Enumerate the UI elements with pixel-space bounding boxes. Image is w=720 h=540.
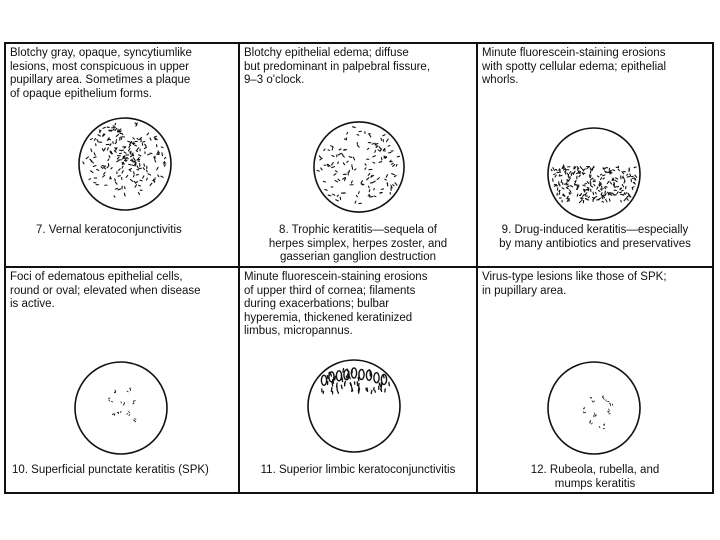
lesion-mark <box>381 138 382 140</box>
lesion-mark <box>582 195 583 196</box>
lesion-mark <box>337 383 338 387</box>
lesion-mark <box>345 149 347 150</box>
lesion-mark <box>368 186 369 187</box>
lesion-mark <box>343 369 344 373</box>
lesion-mark <box>108 164 109 166</box>
lesion-mark <box>124 193 125 196</box>
lesion-mark <box>140 180 142 181</box>
lesion-mark <box>127 414 128 415</box>
lesion-mark <box>609 411 610 412</box>
lesion-mark <box>123 404 124 405</box>
lesion-mark <box>599 426 600 427</box>
lesion-mark <box>629 195 630 197</box>
lesion-mark <box>155 160 156 162</box>
lesion-mark <box>622 190 624 191</box>
lesion-mark <box>588 189 589 191</box>
lesion-mark <box>335 376 336 379</box>
lesion-mark <box>355 201 356 203</box>
cornea-diagram <box>312 120 406 214</box>
lesion-mark <box>150 153 152 154</box>
lesion-mark <box>374 196 376 197</box>
lesion-mark <box>626 193 627 195</box>
lesion-mark <box>371 196 373 197</box>
lesion-mark <box>331 387 332 391</box>
lesion-mark <box>367 148 368 149</box>
lesion-mark <box>327 376 328 379</box>
lesion-mark <box>601 189 602 191</box>
lesion-mark <box>609 199 610 201</box>
panel-description: Blotchy epithelial edema; diffuse but predominant in palpebral fissure, 9–3 o'clock. <box>244 47 431 86</box>
lesion-mark <box>606 187 607 188</box>
lesion-mark <box>134 175 135 177</box>
lesion-mark <box>135 419 136 420</box>
panel-caption: 9. Drug-induced keratitis—especially by many antibiotics and preservatives <box>499 224 691 250</box>
lesion-mark <box>135 164 136 166</box>
cornea-outline <box>548 362 640 454</box>
panel-caption: 12. Rubeola, rubella, and mumps keratitis <box>530 464 660 490</box>
lesion-mark <box>590 422 591 423</box>
lesion-mark <box>350 377 351 379</box>
lesion-mark <box>397 156 399 157</box>
lesion-mark <box>559 193 560 195</box>
lesion-mark <box>396 165 397 167</box>
lesion-mark <box>341 385 342 388</box>
lesion-mark <box>602 201 603 202</box>
lesion-mark <box>578 168 579 170</box>
lesion-mark <box>590 175 591 178</box>
lesion-mark <box>387 183 388 186</box>
lesion-mark <box>617 186 618 187</box>
lesion-mark <box>634 167 636 168</box>
lesion-mark <box>353 127 356 128</box>
lesion-mark <box>577 194 578 196</box>
lesion-mark <box>338 162 339 164</box>
panel-description: Minute fluorescein-staining erosions with spotty cellular edema; epithelial whorls. <box>482 47 667 86</box>
lesion-mark <box>345 382 346 385</box>
panel-description: Blotchy gray, opaque, syncytiumlike lesions, most conspicuous in upper pupillary area. Sometimes a plaque of opaque epithelium forms. <box>10 47 192 100</box>
lesion-mark <box>596 192 597 193</box>
panel-superior-limbic-keratoconjunctivitis <box>240 268 476 492</box>
cornea-diagram <box>77 116 173 212</box>
panel-superficial-punctate-keratitis <box>6 268 238 492</box>
lesion-mark <box>590 171 591 173</box>
lesion-mark <box>107 139 109 140</box>
lesion-mark <box>139 185 141 186</box>
lesion-mark <box>134 172 135 174</box>
lesion-mark <box>593 192 594 194</box>
lesion-mark <box>575 185 577 186</box>
lesion-mark <box>347 132 348 134</box>
lesion-mark <box>123 156 124 158</box>
lesion-mark <box>621 194 624 195</box>
lesion-mark <box>593 166 594 167</box>
lesion-mark <box>102 165 104 166</box>
lesion-mark <box>115 179 116 181</box>
lesion-mark <box>624 178 625 180</box>
lesion-mark <box>148 154 150 155</box>
lesion-mark <box>610 195 612 196</box>
lesion-mark <box>627 196 628 197</box>
lesion-mark <box>633 187 634 188</box>
lesion-mark <box>597 176 598 177</box>
lesion-mark <box>118 129 119 132</box>
lesion-mark <box>585 183 587 184</box>
lesion-mark <box>554 174 556 175</box>
lesion-mark <box>569 193 570 195</box>
lesion-mark <box>610 193 612 194</box>
lesion-mark <box>122 162 123 164</box>
lesion-mark <box>162 153 163 156</box>
lesion-mark <box>381 385 382 387</box>
lesion-mark <box>346 138 347 140</box>
lesion-mark <box>370 183 372 184</box>
lesion-mark <box>367 388 368 391</box>
lesion-mark <box>121 137 122 139</box>
cornea-outline <box>548 128 640 220</box>
panel-caption: 7. Vernal keratoconjunctivitis <box>36 224 182 236</box>
lesion-mark <box>554 169 556 170</box>
lesion-mark <box>129 164 131 165</box>
panel-caption: 11. Superior limbic keratoconjunctivitis <box>260 464 456 476</box>
cornea-outline <box>75 362 167 454</box>
lesion-mark <box>347 369 348 372</box>
lesion-mark <box>136 151 137 152</box>
lesion-mark <box>348 376 349 378</box>
lesion-mark <box>332 382 333 385</box>
lesion-mark <box>603 178 604 179</box>
lesion-mark <box>559 169 560 170</box>
panel-trophic-keratitis <box>240 44 476 266</box>
lesion-mark <box>632 187 633 189</box>
lesion-mark <box>584 408 585 409</box>
panel-vernal-keratoconjunctivitis <box>6 44 238 266</box>
lesion-mark <box>592 423 593 424</box>
lesion-mark <box>328 195 331 196</box>
lesion-mark <box>388 145 390 146</box>
lesion-mark <box>147 178 148 180</box>
lesion-mark <box>359 192 360 194</box>
lesion-mark <box>553 168 554 170</box>
lesion-mark <box>124 187 125 189</box>
lesion-mark <box>371 390 372 393</box>
lesion-mark <box>108 159 109 161</box>
lesion-mark <box>627 177 629 178</box>
lesion-mark <box>135 145 137 146</box>
lesion-mark <box>323 181 325 182</box>
lesion-mark <box>146 170 147 172</box>
cornea-diagram <box>546 126 642 222</box>
lesion-mark <box>574 167 575 169</box>
panel-description: Virus-type lesions like those of SPK; in pupillary area. <box>482 271 667 297</box>
lesion-mark <box>130 168 131 169</box>
lesion-mark <box>584 169 585 170</box>
panel-description: Foci of edematous epithelial cells, round or oval; elevated when disease is active. <box>10 271 201 310</box>
lesion-mark <box>606 167 607 168</box>
lesion-mark <box>131 141 132 143</box>
lesion-mark <box>161 147 163 148</box>
panel-rubeola-rubella-mumps-keratitis <box>478 268 712 492</box>
lesion-mark <box>369 190 370 192</box>
lesion-mark <box>144 164 145 166</box>
lesion-mark <box>561 180 562 183</box>
lesion-mark <box>601 174 602 175</box>
lesion-mark <box>375 390 376 392</box>
lesion-mark <box>627 174 628 175</box>
cornea-outline <box>308 360 400 452</box>
lesion-mark <box>595 416 596 417</box>
lesion-mark <box>390 160 391 162</box>
lesion-mark <box>551 169 552 170</box>
lesion-mark <box>612 179 613 180</box>
lesion-mark <box>109 156 110 158</box>
lesion-mark <box>383 374 384 377</box>
lesion-mark <box>609 171 610 172</box>
panel-caption: 10. Superficial punctate keratitis (SPK) <box>12 464 209 476</box>
lesion-mark <box>634 183 635 184</box>
lesion-mark <box>357 134 359 135</box>
panel-caption: 8. Trophic keratitis—sequela of herpes simplex, herpes zoster, and gasserian ganglion destruction <box>268 224 448 263</box>
lesion-mark <box>585 189 588 190</box>
lesion-mark <box>366 388 367 390</box>
lesion-mark <box>89 179 90 180</box>
figure-grid <box>4 42 714 494</box>
lesion-mark <box>359 390 360 393</box>
lesion-mark <box>594 401 595 402</box>
panel-description: Minute fluorescein-staining erosions of upper third of cornea; filaments during exacerbations; bulbar hyperemia, thickened keratinized limbus, micropannus. <box>244 271 428 337</box>
lesion-mark <box>143 141 145 142</box>
lesion-mark <box>576 173 578 174</box>
lesion-mark <box>605 191 606 193</box>
lesion-mark <box>317 170 319 171</box>
lesion-mark <box>337 391 338 394</box>
lesion-mark <box>94 157 96 158</box>
cornea-diagram <box>306 358 402 454</box>
lesion-mark <box>586 199 588 200</box>
lesion-mark <box>115 188 117 189</box>
lesion-mark <box>607 192 608 193</box>
cornea-diagram <box>546 360 642 456</box>
cornea-diagram <box>73 360 169 456</box>
lesion-mark <box>115 123 116 125</box>
lesion-mark <box>138 157 139 158</box>
panel-drug-induced-keratitis <box>478 44 712 266</box>
